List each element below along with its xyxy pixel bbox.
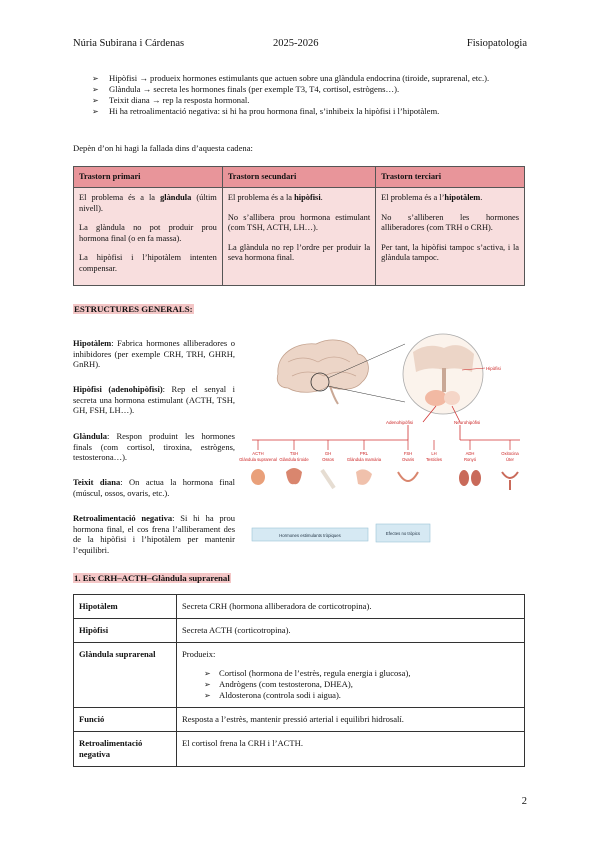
row-key: Hipotàlem (74, 595, 177, 619)
header-year: 2025-2026 (273, 38, 319, 49)
definition-gland: Glàndula: Respon produint les hormones finals (com cortisol, tiroxina, estrògens, testosterona…). (73, 431, 235, 463)
list-item: ➢ Aldosterona (controla sodi i aigua). (204, 690, 519, 701)
svg-text:Efectes no tròpics: Efectes no tròpics (385, 531, 421, 536)
table-row (74, 732, 525, 767)
svg-text:Úter: Úter (506, 457, 514, 462)
svg-text:Ovaris: Ovaris (401, 457, 415, 462)
bullet-item: ➢ Hipòfisi → produeix hormones estimulants que actuen sobre una glàndula endocrina (tiroide, suprarenal, etc.). (92, 73, 532, 84)
definition-hypothalamus: Hipotàlem: Fabrica hormones alliberadores o inhibidores (per exemple CRH, TRH, GHRH, GnRH). (73, 338, 235, 370)
page-number: 2 (521, 796, 527, 807)
svg-text:ADH: ADH (465, 451, 475, 456)
svg-text:TSH: TSH (289, 451, 299, 456)
svg-text:ACTH: ACTH (252, 451, 264, 456)
svg-text:Hormones estimulants tròpiques: Hormones estimulants tròpiques (279, 533, 341, 538)
cell-tertiary: El problema és a l’hipotàlem. No s’alliberen les hormones alliberadores (com TRH o CRH). Per tant, la hipòfisi tampoc s’activa, i la glàndula tampoc. (376, 188, 525, 286)
definition-negative-feedback: Retroalimentació negativa: Si hi ha prou hormona final, el cos frena l’alliberament des de la hipòfisi i l’hipotàlem per mantenir l’equilibri. (73, 513, 235, 555)
svg-text:Hipòfisi: Hipòfisi (486, 366, 501, 371)
header-secondary: Trastorn secundari (222, 167, 375, 188)
table-row (74, 619, 525, 643)
pituitary-magnified (403, 334, 501, 414)
hormone-column (459, 440, 481, 486)
svg-text:Glàndula suprarenal: Glàndula suprarenal (239, 457, 277, 462)
svg-text:Testicles: Testicles (425, 457, 443, 462)
bottom-summary-boxes (252, 524, 430, 542)
list-item: ➢ Cortisol (hormona de l’estrès, regula energia i glucosa), (204, 668, 519, 679)
axis-section-heading: 1. Eix CRH–ACTH–Glàndula suprarenal (74, 573, 230, 583)
svg-text:Ronyó: Ronyó (463, 457, 477, 462)
structures-heading: ESTRUCTURES GENERALS: (74, 304, 193, 314)
cell-primary: El problema és a la glàndula (últim nivell). La glàndula no pot produir prou hormona final (o en fa massa). La hipòfisi i l’hipotàlem intenten compensar. (74, 188, 223, 286)
posterior-label: Neurohipòfisi (454, 420, 481, 425)
svg-text:Glàndula tiroide: Glàndula tiroide (279, 457, 309, 462)
row-key: Glàndula suprarenal (74, 643, 177, 708)
hormone-column (322, 440, 334, 488)
header-author: Núria Subirana i Cárdenas (73, 38, 185, 49)
bullet-item: ➢ Teixit diana → rep la resposta hormonal. (92, 95, 532, 106)
hormone-column (347, 440, 382, 485)
row-key: Retroalimentació negativa (74, 732, 177, 767)
bullet-item: ➢ Hi ha retroalimentació negativa: si hi ha prou hormona final, s’inhibeix la hipòfisi i l’hipotàlem. (92, 106, 532, 117)
table-row (74, 595, 525, 619)
table-row (74, 643, 525, 708)
anterior-label: Adenohipòfisi (386, 420, 414, 425)
hormone-column (398, 440, 418, 481)
svg-text:Ossos: Ossos (322, 457, 334, 462)
header-primary: Trastorn primari (74, 167, 223, 188)
row-key: Funció (74, 708, 177, 732)
row-value: El cortisol frena la CRH i l’ACTH. (177, 732, 525, 767)
row-key: Hipòfisi (74, 619, 177, 643)
disorder-table (73, 166, 525, 286)
bullet-item: ➢ Glàndula → secreta les hormones finals (per exemple T3, T4, cortisol, estrògens…). (92, 84, 532, 95)
hormone-column (501, 440, 519, 490)
cell-secondary: El problema és a la hipòfisi. No s’allibera prou hormona estimulant (com TSH, ACTH, LH…). La glàndula no rep l’ordre per produir la seva hormona final. (222, 188, 375, 286)
header-tertiary: Trastorn terciari (376, 167, 525, 188)
definition-target-tissue: Teixit diana: On actua la hormona final (múscul, ossos, ovaris, etc.). (73, 477, 235, 498)
pituitary-hormones-figure (239, 332, 530, 556)
hormone-column (239, 440, 277, 485)
definition-pituitary: Hipòfisi (adenohipòfisi): Rep el senyal i secreta una hormona estimulant (ACTH, TSH, GH, FSH, LH…). (73, 384, 235, 416)
page-header (73, 38, 527, 52)
axis-table (73, 594, 525, 767)
row-value: Produeix: ➢ Cortisol (hormona de l’estrès, regula energia i glucosa), ➢ Andrògens (com testosterona, DHEA), ➢ Aldosterona (controla sodi i aigua). (177, 643, 525, 708)
svg-text:LH: LH (431, 451, 437, 456)
svg-text:FSH: FSH (403, 451, 413, 456)
row-value: Secreta ACTH (corticotropina). (177, 619, 525, 643)
list-item: ➢ Andrògens (com testosterona, DHEA), (204, 679, 519, 690)
hormone-column (426, 440, 442, 462)
svg-text:PRL: PRL (359, 451, 369, 456)
svg-text:GH: GH (324, 451, 332, 456)
header-subject: Fisiopatologia (466, 38, 527, 49)
row-value: Secreta CRH (hormona alliberadora de corticotropina). (177, 595, 525, 619)
brain-illustration (277, 340, 405, 404)
table-row (74, 708, 525, 732)
svg-text:Glàndula mamària: Glàndula mamària (346, 457, 382, 462)
row-value: Resposta a l’estrès, mantenir pressió arterial i equilibri hidrosalí. (177, 708, 525, 732)
hormone-column (279, 440, 309, 484)
chain-bullet-list (92, 73, 532, 117)
svg-text:Oxitocina: Oxitocina (501, 451, 519, 456)
intro-text: Depèn d’on hi hagi la fallada dins d’aquesta cadena: (73, 143, 253, 153)
